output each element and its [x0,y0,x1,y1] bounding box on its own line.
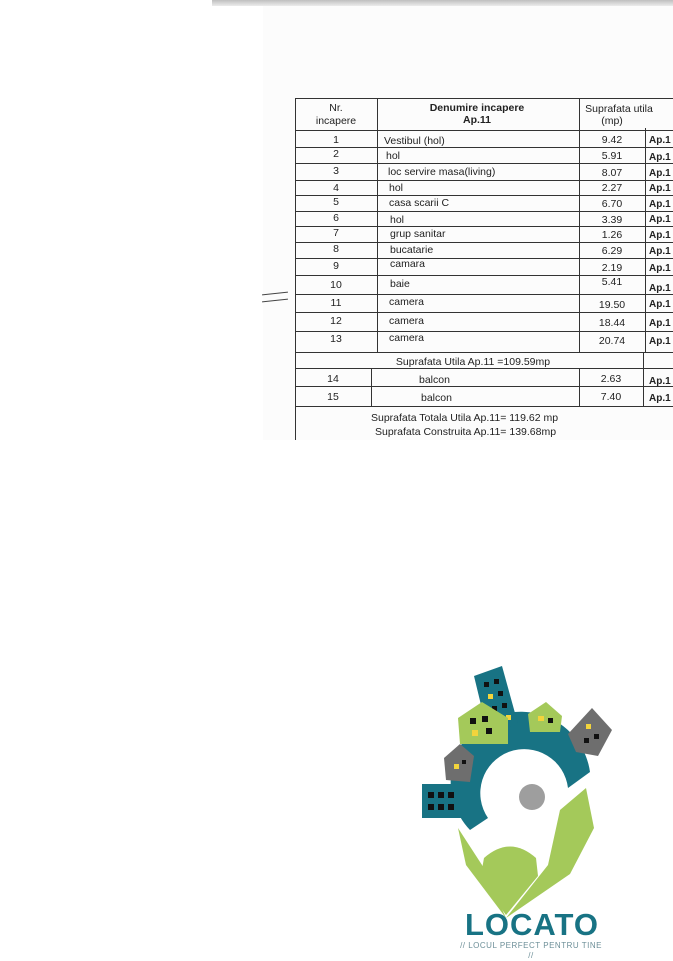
row-nr: 14 [327,373,339,385]
row-ap-label: Ap.1 [649,376,671,387]
row-nr: 10 [330,279,342,291]
row-ap-label: Ap.1 [649,393,671,404]
subtotal-utila: Suprafata Utila Ap.11 =109.59mp [395,356,551,368]
building-icon [422,784,464,818]
brand-name: LOCATO [464,907,599,942]
row-name: hol [386,150,401,162]
row-area: 18.44 [598,317,626,329]
row-name: grup sanitar [390,228,446,240]
row-nr: 1 [333,134,339,146]
header-area-line1: Suprafata utila [585,103,653,115]
row-area: 6.29 [601,245,623,257]
row-ap-label: Ap.1 [649,168,671,179]
row-name: hol [389,182,404,194]
header-nr-line2: incapere [315,115,357,127]
row-name: camera [389,315,425,327]
row-ap-label: Ap.1 [649,152,671,163]
row-ap-label: Ap.1 [649,230,671,241]
row-name: camara [390,258,426,270]
row-nr: 11 [330,297,342,309]
total-construita: Suprafata Construita Ap.11= 139.68mp [375,426,557,438]
row-nr: 2 [333,148,339,160]
row-nr: 13 [330,333,342,345]
row-area: 20.74 [598,335,626,347]
row-area: 5.91 [601,150,623,162]
row-name: bucatarie [390,244,434,256]
row-name: camera [389,332,425,344]
row-ap-label: Ap.1 [649,263,671,274]
house-icon [568,708,612,756]
row-area: 8.07 [601,167,623,179]
row-nr: 8 [333,243,339,255]
row-area: 2.19 [601,262,623,274]
row-ap-label: Ap.1 [649,318,671,329]
row-name: Vestibul (hol) [384,135,445,147]
row-area: 7.40 [600,391,622,403]
row-area: 6.70 [601,198,623,210]
row-ap-label: Ap.1 [649,336,671,347]
row-nr: 4 [333,182,339,194]
header-nr-line1: Nr. [329,102,343,114]
row-ap-label: Ap.1 [649,246,671,257]
header-area-line2: (mp) [601,115,623,127]
row-area: 2.27 [601,182,623,194]
row-name: hol [390,214,405,226]
house-icon [528,702,562,732]
row-name: baie [390,278,410,290]
row-area: 19.50 [598,299,626,311]
row-nr: 9 [333,260,339,272]
row-ap-label: Ap.1 [649,214,671,225]
row-nr: 3 [333,165,339,177]
row-area: 2.63 [600,373,622,385]
row-ap-label: Ap.1 [649,199,671,210]
row-area: 5.41 [601,276,623,288]
total-utila: Suprafata Totala Utila Ap.11= 119.62 mp [371,412,559,424]
row-area: 3.39 [601,214,623,226]
row-ap-label: Ap.1 [649,283,671,294]
row-name: casa scarii C [389,197,450,209]
row-area: 1.26 [601,229,623,241]
row-ap-label: Ap.1 [649,183,671,194]
row-name: camera [389,296,425,308]
row-nr: 6 [333,212,339,224]
header-name-line1: Denumire incapere [429,102,525,114]
row-ap-label: Ap.1 [649,135,671,146]
pin-center-dot [519,784,545,810]
brand-tagline: // LOCUL PERFECT PENTRU TINE // [460,941,602,960]
row-nr: 12 [330,315,342,327]
margin-pen-marks [262,290,292,304]
row-nr: 5 [333,196,339,208]
row-area: 9.42 [601,134,623,146]
room-area-table [293,96,673,440]
header-name-line2: Ap.11 [462,114,491,126]
row-name: balcon [421,392,452,404]
row-ap-label: Ap.1 [649,299,671,310]
row-nr: 7 [333,227,339,239]
row-nr: 15 [327,391,339,403]
row-name: loc servire masa(living) [388,166,496,178]
row-name: balcon [419,374,450,386]
